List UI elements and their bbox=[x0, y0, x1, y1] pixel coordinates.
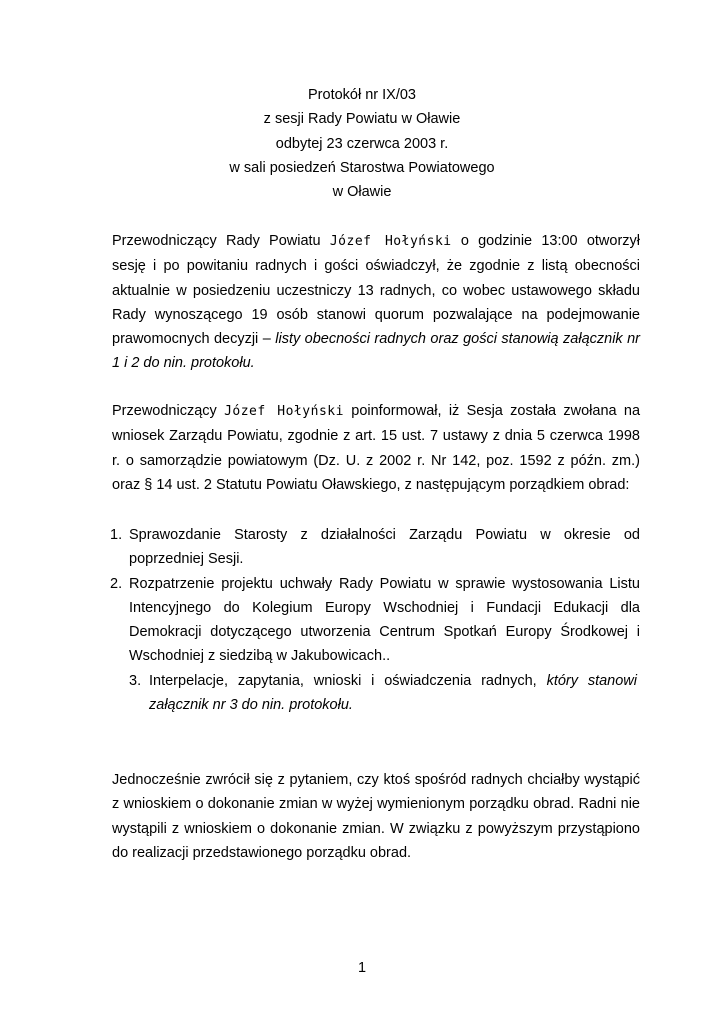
paragraph-line: Jednocześnie zwrócił się z pytaniem, czy ktoś spośród radnych chciałby wystąpić bbox=[112, 772, 640, 788]
chairman-name: Józef Hołyński bbox=[224, 404, 344, 419]
agenda-list bbox=[110, 523, 640, 669]
agenda-item: 3. Interpelacje, zapytania, wnioski i oświadczenia radnych, który stanowi załącznik nr 3 do nin. protokołu. bbox=[129, 669, 637, 718]
paragraph-convocation bbox=[112, 399, 640, 497]
header-title: Protokół nr IX/03 bbox=[308, 87, 416, 103]
paragraph-line: r. o samorządzie powiatowym (Dz. U. z 2002 r. Nr 142, poz. 1592 z późn. zm.) bbox=[112, 452, 640, 469]
paragraph-line: wystąpili z wnioskiem o dokonanie zmian. W związku z powyższym przystąpiono bbox=[112, 820, 640, 837]
paragraph-line: wniosek Zarządu Powiatu, zgodnie z art. 15 ust. 7 ustawy z dnia 5 czerwca 1998 bbox=[112, 428, 640, 445]
paragraph-line: Przewodniczący Rady Powiatu Józef Hołyński o godzinie 13:00 otworzył bbox=[112, 233, 641, 249]
agenda-item-number: 2. bbox=[110, 575, 123, 592]
agenda-item-number: 3. bbox=[129, 673, 142, 689]
agenda-list-continued bbox=[129, 669, 637, 718]
paragraph-line: aktualnie w posiedzeniu uczestniczy 13 radnych, co wobec ustawowego składu bbox=[112, 282, 640, 299]
header-session: z sesji Rady Powiatu w Oławie bbox=[263, 111, 461, 128]
paragraph-line: 1 i 2 do nin. protokołu. bbox=[112, 355, 255, 372]
paragraph-line: do realizacji przedstawionego porządku obrad. bbox=[112, 844, 412, 861]
paragraph-line: oraz § 14 ust. 2 Statutu Powiatu Oławskiego, z następującym porządkiem obrad: bbox=[112, 476, 630, 493]
chairman-name: Józef Hołyński bbox=[329, 234, 452, 249]
paragraph-closing bbox=[112, 768, 640, 865]
agenda-item: 1. Sprawozdanie Starosty z działalności Zarządu Powiatu w okresie od poprzedniej Sesji. bbox=[110, 523, 640, 572]
paragraph-line: z wnioskiem o dokonanie zmian w wyżej wymienionym porządku obrad. Radni nie bbox=[112, 796, 640, 813]
header-date: odbytej 23 czerwca 2003 r. bbox=[275, 135, 449, 152]
page-number: 1 bbox=[357, 960, 367, 976]
paragraph-opening bbox=[112, 229, 640, 376]
paragraph-line: Przewodniczący Józef Hołyński poinformował, iż Sesja została zwołana na bbox=[112, 403, 641, 419]
paragraph-line: Rady wynoszącego 19 osób stanowi quorum pozwalające na podejmowanie bbox=[112, 306, 640, 323]
paragraph-line: prawomocnych decyzji – listy obecności radnych oraz gości stanowią załącznik nr bbox=[112, 331, 641, 348]
agenda-item-number: 1. bbox=[110, 527, 123, 543]
document-header bbox=[0, 83, 724, 204]
paragraph-line: sesję i po powitaniu radnych i gości oświadczył, że zgodnie z listą obecności bbox=[112, 258, 640, 275]
header-venue: w sali posiedzeń Starostwa Powiatowego bbox=[229, 159, 495, 176]
agenda-item: 2. Rozpatrzenie projektu uchwały Rady Powiatu w sprawie wystosowania Listu Intencyjnego do Kolegium Europy Wschodniej i Fundacji Edukacji dla Demokracji dotyczącego utworzenia Centrum Spotkań Europy Środkowej i Wschodniej z siedzibą w Jakubowicach.. bbox=[110, 572, 640, 669]
header-city: w Oławie bbox=[332, 184, 392, 201]
